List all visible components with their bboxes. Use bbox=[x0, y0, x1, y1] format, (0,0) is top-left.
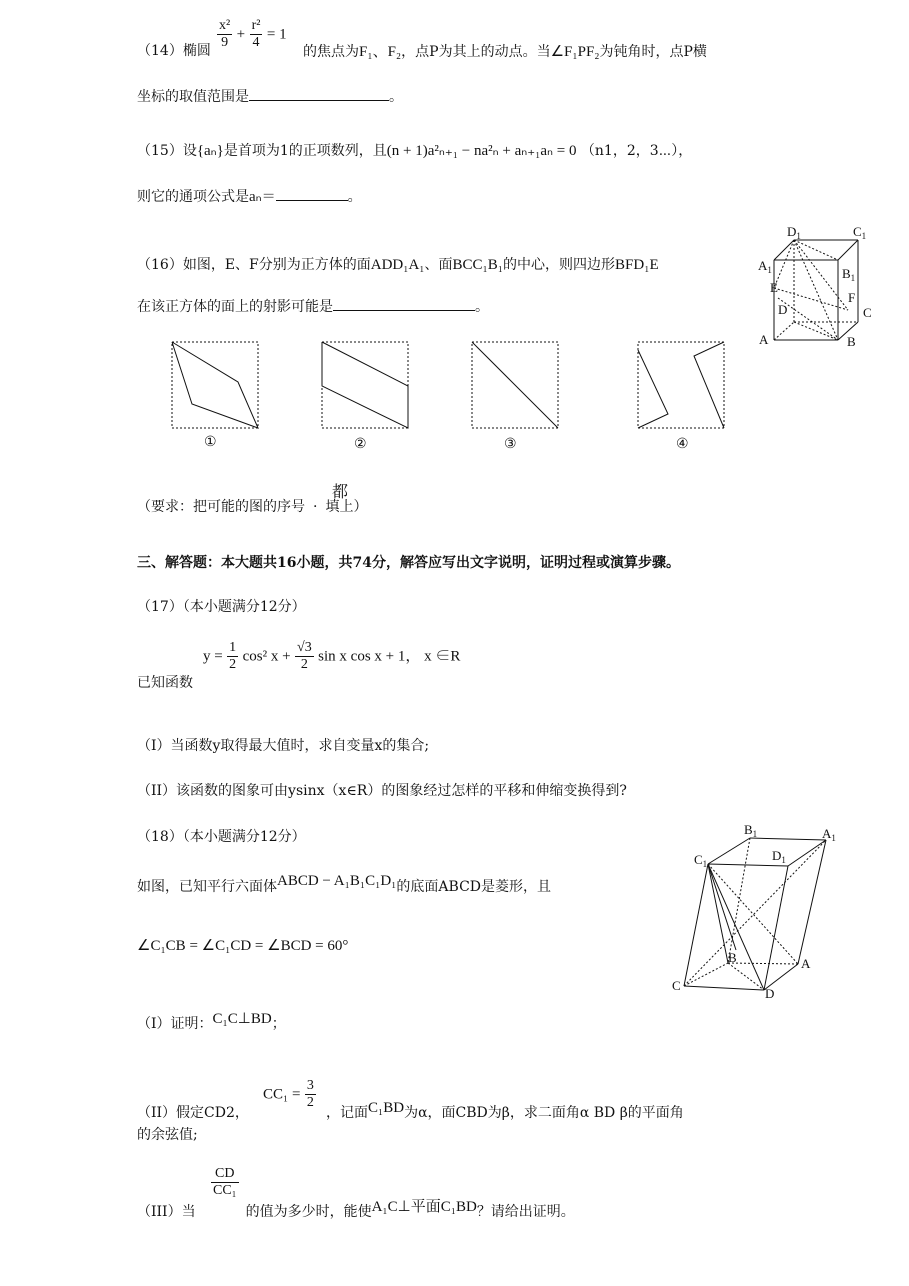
q16-text-line2: 在该正方体的面上的射影可能是 。 bbox=[137, 299, 489, 315]
cube-label-D: D bbox=[778, 302, 788, 317]
fraction-three-halves: $\frac{3}{2}$ bbox=[306, 1078, 314, 1110]
solid-label-C: C bbox=[672, 978, 681, 993]
q18-cc1-expression: CC₁ = $\frac{3}{2}$ bbox=[263, 1078, 314, 1110]
solid-label-A1: $A_1$ bbox=[822, 826, 836, 843]
answer-blank-15[interactable] bbox=[276, 200, 348, 201]
q15-text-line1: （15）设{aₙ}是首项为1的正项数列，且(n + 1)a²ₙ₊₁ − na²ₙ + aₙ₊₁aₙ = 0 （n1，2，3⋯）， bbox=[137, 143, 693, 159]
answer-blank-16[interactable] bbox=[333, 310, 475, 311]
q18-part2-line1: （II）假定CD2， bbox=[137, 1105, 249, 1121]
solid-label-A: A bbox=[801, 956, 811, 971]
q18-part2-rest: ，记面C₁BD为α，面CBD为β，求二面角α BD β的平面角 bbox=[326, 1100, 684, 1121]
cube-label-A1: $A_1$ bbox=[758, 258, 772, 275]
cube-label-B: B bbox=[847, 334, 856, 349]
fraction-cd-cc1: $\frac{CD}{\text{CC₁}}$ bbox=[213, 1166, 237, 1198]
solid-label-D: D bbox=[765, 986, 775, 1001]
q18-head: （18）（本小题满分12分） bbox=[137, 829, 306, 845]
projection-option-4 bbox=[634, 338, 730, 454]
q16-cube-figure bbox=[750, 222, 880, 352]
q18-parallelepiped-figure bbox=[668, 818, 844, 1002]
cube-label-A: A bbox=[759, 332, 769, 347]
cube-label-C: C bbox=[863, 305, 872, 320]
section3-title: 三、解答题：本大题共16小题，共74分，解答应写出文字说明，证明过程或演算步骤。 bbox=[137, 555, 680, 571]
q16-text-line1: （16）如图，E、F分别为正方体的面ADD₁A₁、面BCC₁B₁的中心，则四边形BFD₁E bbox=[137, 257, 659, 273]
q17-part1: （I）当函数y取得最大值时，求自变量x的集合; bbox=[137, 738, 430, 754]
q16-note: （要求：把可能的图的序号 · 填上） bbox=[137, 499, 368, 515]
q14-text-line2: 坐标的取值范围是 。 bbox=[137, 89, 403, 105]
solid-label-C1: $C_1$ bbox=[694, 852, 708, 869]
q14-ellipse-equation: $\frac{\text{x²}}{9}$ + $\frac{\text{r²}}{4}$ = 1 bbox=[219, 18, 287, 50]
q16-note-top-char: 都 bbox=[332, 482, 349, 501]
solid-label-B: B bbox=[728, 950, 737, 965]
solid-label-B1: $B_1$ bbox=[744, 822, 758, 839]
q15-text-line2: 则它的通项公式是aₙ＝ 。 bbox=[137, 189, 362, 205]
option-label-3: ③ bbox=[504, 437, 517, 452]
option-label-2: ② bbox=[354, 437, 367, 452]
cube-label-B1: $B_1$ bbox=[842, 266, 856, 283]
fraction-sqrt3-half: $\frac{√3}{2}$ bbox=[297, 640, 312, 672]
solid-label-D1: $D_1$ bbox=[772, 848, 786, 865]
q18-line1: 如图，已知平行六面体ABCD − A₁B₁C₁D₁的底面ABCD是菱形，且 bbox=[137, 873, 552, 895]
cube-label-D1: $D_1$ bbox=[787, 224, 801, 241]
projection-option-1 bbox=[168, 338, 264, 454]
projection-option-2 bbox=[318, 338, 414, 454]
fraction-half: $\frac{1}{2}$ bbox=[229, 640, 237, 672]
cube-label-F: F bbox=[848, 290, 856, 305]
answer-blank-14[interactable] bbox=[249, 100, 389, 101]
q18-ratio bbox=[211, 1166, 239, 1199]
fraction-r2-4: $\frac{\text{r²}}{4}$ bbox=[251, 18, 261, 50]
cube-label-E: E bbox=[770, 280, 778, 295]
cube-label-C1: $C_1$ bbox=[853, 224, 867, 241]
q18-part1: （I）证明：C₁C⊥BD； bbox=[137, 1011, 286, 1032]
q18-angles: ∠C₁CB = ∠C₁CD = ∠BCD = 60° bbox=[137, 938, 349, 954]
q18-part2-line2: 的余弦值; bbox=[137, 1127, 198, 1143]
option-label-1: ① bbox=[204, 435, 217, 450]
q14-label: （14）椭圆 bbox=[137, 43, 211, 59]
option-label-4: ④ bbox=[676, 437, 689, 452]
q14-text-line1: 的焦点为F₁、F₂，点P为其上的动点。当∠F₁PF₂为钝角时，点P横 bbox=[303, 44, 707, 60]
q18-part3: （III）当 的值为多少时，能使A₁C⊥平面C₁BD？请给出证明。 bbox=[137, 1199, 575, 1220]
projection-option-3 bbox=[468, 338, 564, 454]
q17-part2: （II）该函数的图象可由ysinx（x∈R）的图象经过怎样的平移和伸缩变换得到? bbox=[137, 783, 627, 799]
q17-function: y = $\frac{1}{2}$ cos² x + $\frac{√3}{2}$ sin x cos x + 1， x ∈R bbox=[203, 640, 461, 672]
q17-given: 已知函数 bbox=[137, 675, 193, 691]
q17-head: （17）（本小题满分12分） bbox=[137, 599, 306, 615]
fraction-x2-9: $\frac{\text{x²}}{9}$ bbox=[219, 18, 231, 50]
